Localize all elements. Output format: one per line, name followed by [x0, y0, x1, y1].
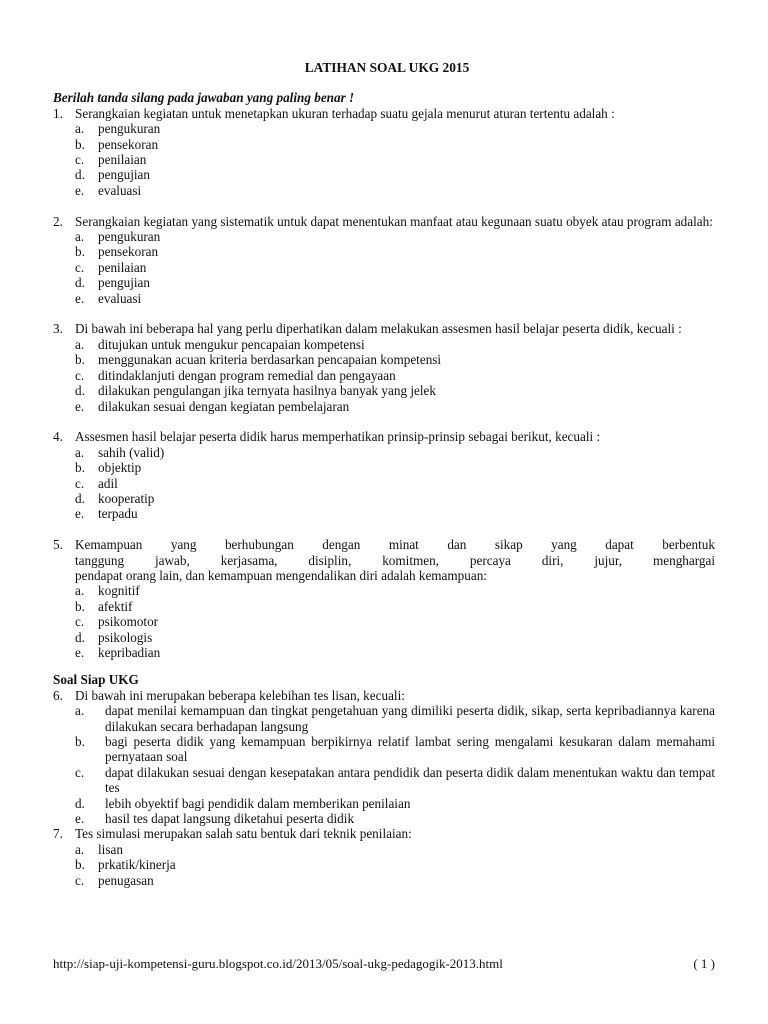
- question-number: 5.: [53, 537, 63, 553]
- question-7: [53, 826, 715, 888]
- document-page: [53, 60, 715, 888]
- question-1: [53, 106, 715, 198]
- option-c: c. penugasan: [75, 872, 154, 888]
- option-c: c. ditindaklanjuti dengan program remedial dan pengayaan: [75, 367, 396, 383]
- question-text: Kemampuan yang berhubungan dengan minat dan sikap yang dapat berbentuk tanggung jawab, kerjasama, disiplin, komitmen, percaya diri, jujur, menghargai pendapat orang lain, dan kemampuan mengendalikan diri adalah kemampuan:: [75, 537, 715, 583]
- option-c: c. adil: [75, 475, 118, 491]
- option-b: b. prkatik/kinerja: [75, 857, 176, 873]
- option-a: a. pengukuran: [75, 121, 161, 137]
- option-d: d. pengujian: [75, 275, 151, 291]
- section-heading: Soal Siap UKG: [53, 672, 139, 688]
- question-number: 7.: [53, 826, 63, 842]
- option-c: c. psikomotor: [75, 614, 159, 630]
- option-e: e. kepribadian: [75, 644, 161, 660]
- question-2: [53, 214, 715, 306]
- option-c: c. penilaian: [75, 259, 147, 275]
- option-b: b. pensekoran: [75, 244, 159, 260]
- page-footer: [53, 956, 715, 972]
- question-6: [53, 688, 715, 827]
- option-b: b. objektip: [75, 460, 142, 476]
- option-d: d. psikologis: [75, 629, 153, 645]
- question-text: Serangkaian kegiatan untuk menetapkan ukuran terhadap suatu gejala menurut aturan tertentu adalah :: [75, 105, 615, 121]
- option-a: a. ditujukan untuk mengukur pencapaian kompetensi: [75, 336, 365, 352]
- page-title: LATIHAN SOAL UKG 2015: [304, 60, 470, 75]
- option-c: c. dapat dilakukan sesuai dengan kesepatakan antara pendidik dan peserta didik dalam menentukan waktu dan tempat tes: [75, 764, 715, 796]
- page-number: ( 1 ): [693, 956, 715, 971]
- option-a: a. sahih (valid): [75, 444, 165, 460]
- option-d: d. kooperatip: [75, 490, 155, 506]
- option-e: e. dilakukan sesuai dengan kegiatan pembelajaran: [75, 398, 350, 414]
- footer-url: http://siap-uji-kompetensi-guru.blogspot.co.id/2013/05/soal-ukg-pedagogik-2013.html: [53, 956, 503, 971]
- option-b: b. bagi peserta didik yang kemampuan berpikirnya relatif lambat sering mengalami kesukaran dalam memahami pernyataan soal: [75, 734, 715, 765]
- question-number: 4.: [53, 429, 63, 445]
- question-text: Assesmen hasil belajar peserta didik harus memperhatikan prinsip-prinsip sebagai berikut, kecuali :: [75, 429, 601, 445]
- question-3: [53, 321, 715, 413]
- option-c: c. penilaian: [75, 152, 147, 168]
- option-b: b. pensekoran: [75, 136, 159, 152]
- question-number: 6.: [53, 687, 63, 703]
- option-a: a. kognitif: [75, 583, 140, 599]
- question-text: Di bawah ini merupakan beberapa kelebihan tes lisan, kecuali:: [75, 687, 405, 703]
- question-text: Tes simulasi merupakan salah satu bentuk dari teknik penilaian:: [75, 826, 412, 842]
- question-number: 2.: [53, 213, 63, 229]
- question-number: 1.: [53, 105, 63, 121]
- instruction: Berilah tanda silang pada jawaban yang paling benar !: [53, 90, 355, 106]
- option-a: a. lisan: [75, 841, 123, 857]
- option-e: e. evaluasi: [75, 182, 142, 198]
- option-a: a. dapat menilai kemampuan dan tingkat pengetahuan yang dimiliki peserta didik, sikap, serta kepribadiannya karena dilakukan secara berhadapan langsung: [75, 703, 715, 734]
- question-4: [53, 429, 715, 521]
- question-text: Di bawah ini beberapa hal yang perlu diperhatikan dalam melakukan assesmen hasil belajar peserta didik, kecuali :: [75, 321, 682, 337]
- option-b: b. menggunakan acuan kriteria berdasarkan pencapaian kompetensi: [75, 352, 442, 368]
- option-d: d. pengujian: [75, 167, 151, 183]
- question-5: [53, 537, 715, 660]
- question-text: Serangkaian kegiatan yang sistematik untuk dapat menentukan manfaat atau kegunaan suatu obyek atau program adalah:: [75, 213, 713, 229]
- option-a: a. pengukuran: [75, 229, 161, 245]
- question-number: 3.: [53, 321, 63, 337]
- option-d: d. lebih obyektif bagi pendidik dalam memberikan penilaian: [75, 795, 411, 811]
- option-b: b. afektif: [75, 598, 133, 614]
- option-e: e. evaluasi: [75, 290, 142, 306]
- option-e: e. terpadu: [75, 506, 138, 522]
- option-e: e. hasil tes dapat langsung diketahui peserta didik: [75, 811, 355, 827]
- option-d: d. dilakukan pengulangan jika ternyata hasilnya banyak yang jelek: [75, 383, 436, 399]
